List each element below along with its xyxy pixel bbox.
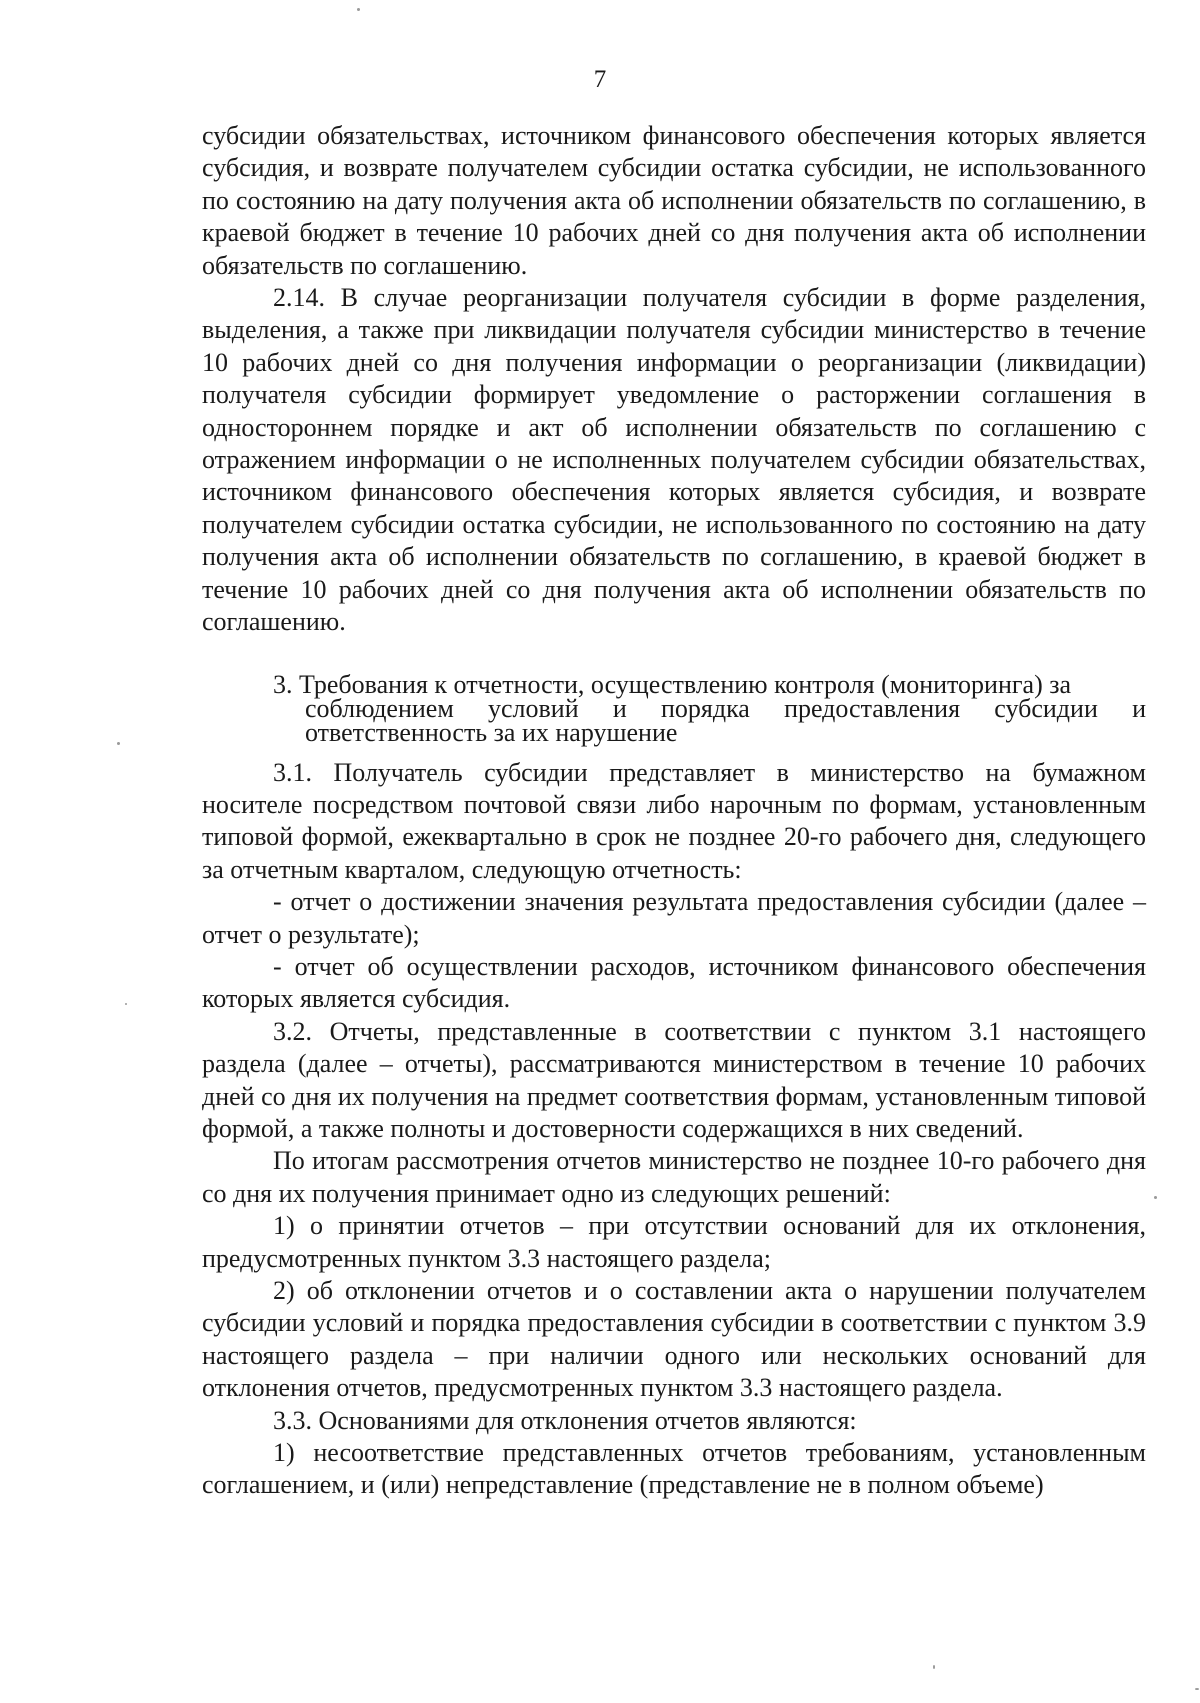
scan-speck — [117, 742, 120, 745]
section-heading-rest: соблюдением условий и порядка предоставления субсидии и ответственность за их нарушение — [305, 693, 1146, 747]
paragraph-ground-1: 1) несоответствие представленных отчетов требованиям, установленным соглашением, и (или) непредставление (представление не в полном объеме) — [202, 1438, 1146, 1500]
document-body — [202, 120, 1146, 1502]
scan-speck — [125, 1003, 127, 1005]
paragraph-3-2: 3.2. Отчеты, представленные в соответствии с пунктом 3.1 настоящего раздела (далее – отчеты), рассматриваются министерством в течение 10 рабочих дней со дня их получения на предмет соответствия формам, установленным типовой формой, а также полноты и достоверности содержащихся в них сведений. — [202, 1016, 1146, 1143]
paragraph-2-14: 2.14. В случае реорганизации получателя субсидии в форме разделения, выделения, а также при ликвидации получателя субсидии министерство в течение 10 рабочих дней со дня получения информации о реорганизации (ликвидации) получателя субсидии формирует уведомление о расторжении соглашения в одностороннем порядке и акт об исполнении обязательств по соглашению с отражением информации о не исполненных получателем субсидии обязательствах, источником финансового обеспечения которых является субсидия, и возврате получателем субсидии остатка субсидии, не использованного по состоянию на дату получения акта об исполнении обязательств по соглашению, в краевой бюджет в течение 10 рабочих дней со дня получения акта об исполнении обязательств по соглашению. — [202, 283, 1146, 637]
paragraph-continuation: субсидии обязательствах, источником финансового обеспечения которых является субсидия, и возврате получателем субсидии остатка субсидии, не использованного по состоянию на дату получения акта об исполнении обязательств по соглашению, в краевой бюджет в течение 10 рабочих дней со дня получения акта об исполнении обязательств по соглашению. — [202, 121, 1146, 280]
section-heading-3 — [273, 669, 1146, 747]
scan-speck — [357, 8, 360, 11]
paragraph-report-expenses: - отчет об осуществлении расходов, источником финансового обеспечения которых является субсидия. — [202, 951, 1146, 1014]
paragraph-review: По итогам рассмотрения отчетов министерство не позднее 10-го рабочего дня со дня их получения принимает одно из следующих решений: — [202, 1146, 1146, 1208]
scan-speck — [1195, 1688, 1199, 1690]
paragraph-decision-2: 2) об отклонении отчетов и о составлении акта о нарушении получателем субсидии условий и порядка предоставления субсидии в соответствии с пунктом 3.9 настоящего раздела – при наличии одного или нескольких оснований для отклонения отчетов, предусмотренных пунктом 3.3 настоящего раздела. — [202, 1276, 1146, 1403]
paragraph-3-3: 3.3. Основаниями для отклонения отчетов являются: — [273, 1405, 857, 1435]
page-number: 7 — [593, 66, 607, 93]
scan-speck — [933, 1665, 935, 1669]
scan-speck — [1154, 1196, 1157, 1199]
paragraph-report-result: - отчет о достижении значения результата предоставления субсидии (далее – отчет о результате); — [202, 887, 1146, 949]
paragraph-decision-1: 1) о принятии отчетов – при отсутствии оснований для их отклонения, предусмотренных пунктом 3.3 настоящего раздела; — [202, 1211, 1146, 1273]
section-heading-first-line: 3. Требования к отчетности, осуществлению контроля (мониторинга) за — [273, 669, 1072, 699]
paragraph-3-1: 3.1. Получатель субсидии представляет в министерство на бумажном носителе посредством почтовой связи либо нарочным по формам, установленным типовой формой, ежеквартально в срок не позднее 20-го рабочего дня, следующего за отчетным кварталом, следующую отчетность: — [202, 757, 1146, 884]
